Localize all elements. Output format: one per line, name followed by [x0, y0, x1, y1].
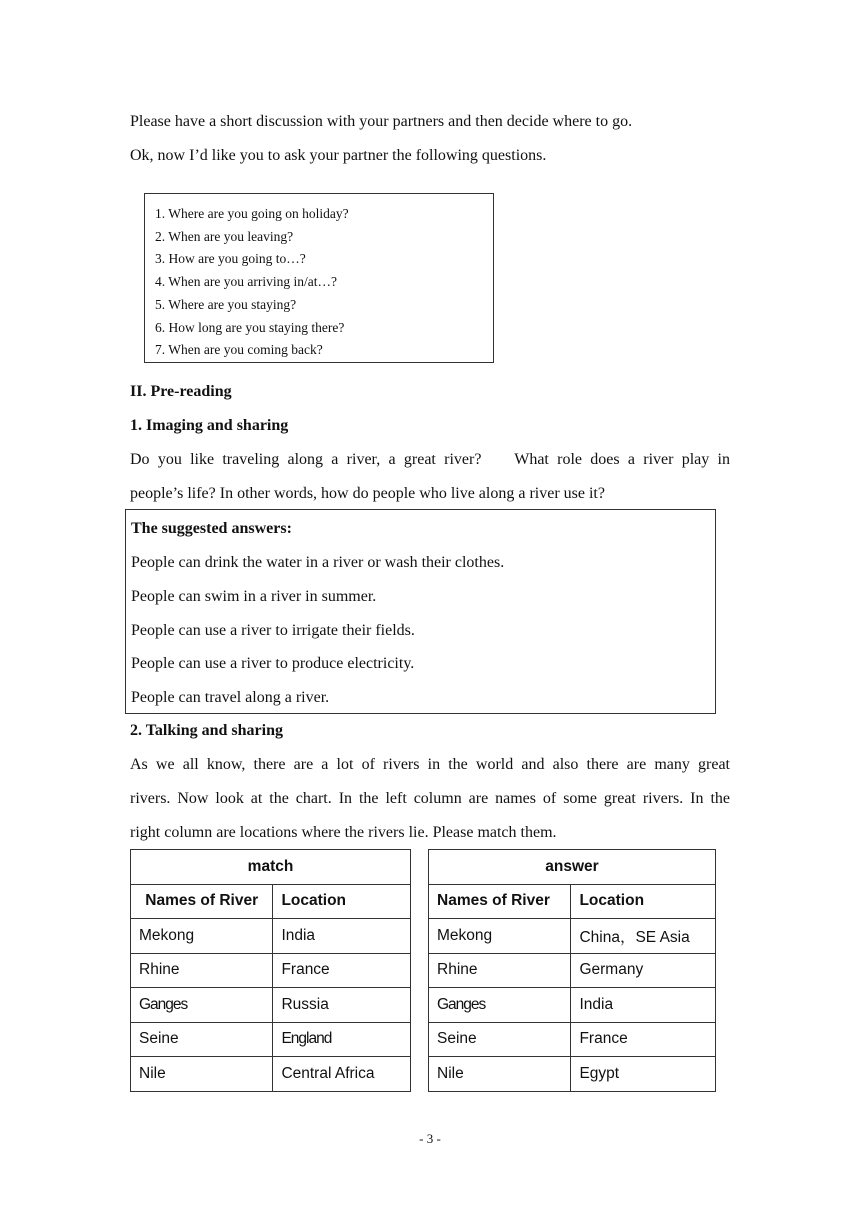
location-cell: India: [273, 919, 411, 954]
river-name-cell: Nile: [131, 1057, 273, 1092]
table-header-row: [429, 884, 716, 919]
table-row: [429, 953, 716, 988]
table-row: [429, 919, 716, 954]
table-row: [429, 1057, 716, 1092]
table-row: [131, 953, 411, 988]
location-cell: England: [273, 1022, 411, 1057]
table-divider: [410, 849, 429, 1090]
section-heading-pre-reading: II. Pre-reading: [130, 383, 232, 400]
table-row: [429, 988, 716, 1023]
intro-line-2: Ok, now I’d like you to ask your partner the following questions.: [130, 147, 547, 164]
answer-table-title: answer: [429, 850, 716, 885]
subheading-talking-sharing: 2. Talking and sharing: [130, 722, 283, 739]
location-cell: Egypt: [571, 1057, 716, 1092]
question-item: 1. Where are you going on holiday?: [155, 206, 349, 221]
location-cell: France: [571, 1022, 716, 1057]
match-table: [130, 849, 411, 1092]
subheading-imaging-sharing: 1. Imaging and sharing: [130, 417, 289, 434]
table-title-row: [131, 850, 411, 885]
questions-box: [144, 193, 494, 363]
river-name-cell: Seine: [429, 1022, 571, 1057]
table-row: [131, 1057, 411, 1092]
river-name-cell: Mekong: [429, 919, 571, 954]
river-name-cell: Rhine: [429, 953, 571, 988]
paragraph-rivers-line-3: right column are locations where the rivers lie. Please match them.: [130, 824, 557, 841]
river-name-cell: Mekong: [131, 919, 273, 954]
column-header-location: Location: [273, 884, 411, 919]
answer-item: People can drink the water in a river or wash their clothes.: [131, 554, 505, 571]
answer-item: People can swim in a river in summer.: [131, 588, 377, 605]
answer-table: [428, 849, 716, 1092]
location-cell: Central Africa: [273, 1057, 411, 1092]
answer-item: People can use a river to irrigate their fields.: [131, 622, 415, 639]
table-header-row: [131, 884, 411, 919]
paragraph-river-line-2: people’s life? In other words, how do people who live along a river use it?: [130, 485, 605, 502]
location-cell: France: [273, 953, 411, 988]
river-name-cell: Rhine: [131, 953, 273, 988]
location-cell: Germany: [571, 953, 716, 988]
column-header-location: Location: [571, 884, 716, 919]
suggested-answers-box: [125, 509, 716, 714]
answer-item: People can travel along a river.: [131, 689, 330, 706]
question-item: 2. When are you leaving?: [155, 228, 294, 244]
location-cell: China，SE Asia: [571, 919, 716, 954]
column-header-river: Names of River: [429, 884, 571, 919]
question-item: 4. When are you arriving in/at…?: [155, 274, 337, 290]
page-number: - 3 -: [419, 1131, 441, 1146]
paragraph-rivers-line-1: As we all know, there are a lot of rivers in the world and also there are many great: [130, 756, 730, 773]
question-item: 7. When are you coming back?: [155, 342, 323, 358]
question-item: 5. Where are you staying?: [155, 296, 297, 312]
table-row: [131, 919, 411, 954]
table-title-row: [429, 850, 716, 885]
location-cell: India: [571, 988, 716, 1023]
table-row: [429, 1022, 716, 1057]
table-row: [131, 988, 411, 1023]
river-name-cell: Ganges: [131, 988, 273, 1023]
column-header-river: Names of River: [131, 884, 273, 919]
suggested-answers-heading: The suggested answers:: [131, 520, 292, 537]
paragraph-river-line-1: Do you like traveling along a river, a great river? What role does a river play in: [130, 451, 730, 468]
paragraph-rivers-line-2: rivers. Now look at the chart. In the left column are names of some great rivers. In the: [130, 790, 730, 807]
match-table-title: match: [131, 850, 411, 885]
location-cell: Russia: [273, 988, 411, 1023]
question-item: 6. How long are you staying there?: [155, 319, 345, 335]
intro-line-1: Please have a short discussion with your partners and then decide where to go.: [130, 113, 633, 130]
river-name-cell: Nile: [429, 1057, 571, 1092]
question-item: 3. How are you going to…?: [155, 251, 306, 267]
answer-item: People can use a river to produce electricity.: [131, 655, 415, 672]
river-name-cell: Ganges: [429, 988, 571, 1023]
table-row: [131, 1022, 411, 1057]
river-name-cell: Seine: [131, 1022, 273, 1057]
